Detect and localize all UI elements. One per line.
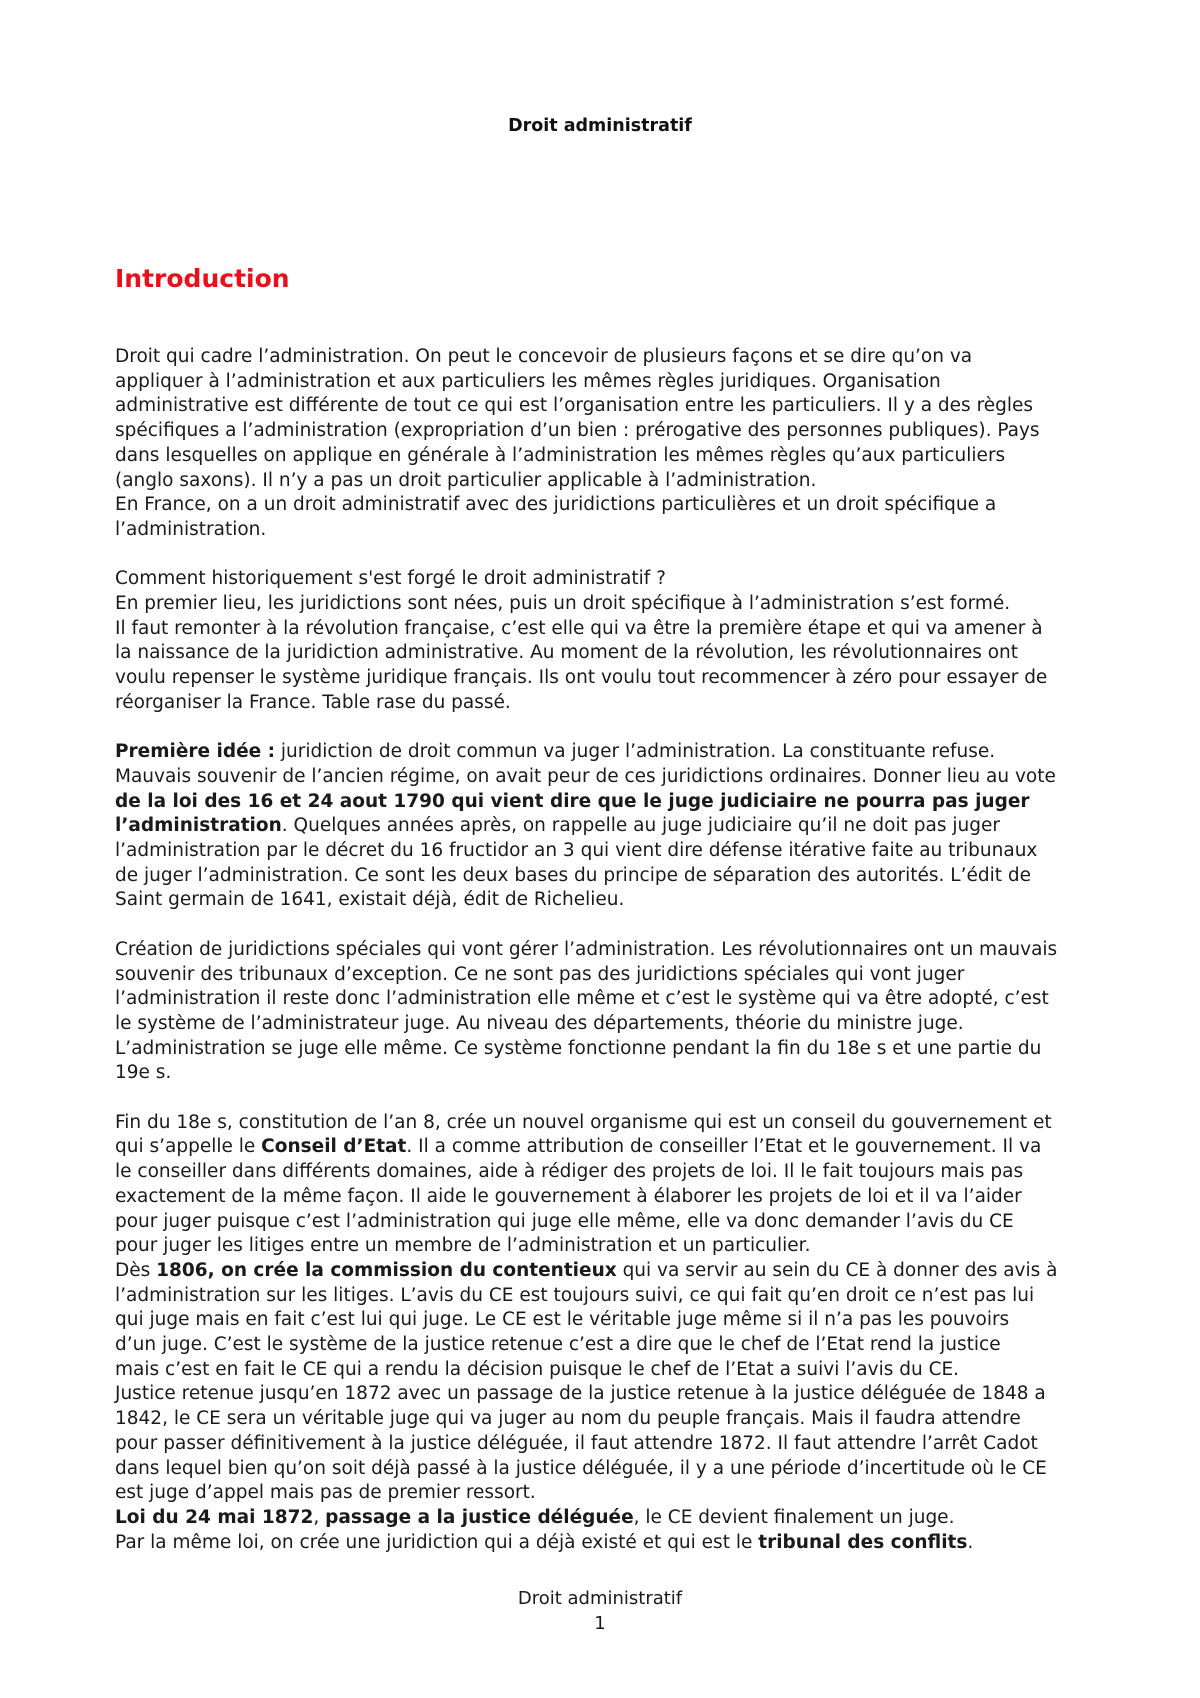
text-run: Mauvais souvenir de l’ancien régime, on avait peur de ces juridictions ordinaires. Donner lieu au vote <box>115 765 1056 787</box>
page-number: 1 <box>594 1613 606 1634</box>
text-run: qui va servir au sein du CE à donner des avis à <box>616 1259 1058 1281</box>
bold-text: tribunal des conflits <box>758 1531 968 1553</box>
text-line <box>115 617 1100 642</box>
text-line <box>115 1308 1100 1333</box>
text-line <box>115 1259 1100 1284</box>
text-line <box>115 1012 1100 1037</box>
text-line <box>115 1506 1100 1531</box>
text-line <box>115 814 1100 839</box>
text-line <box>115 394 1100 419</box>
text-line <box>115 1061 1100 1086</box>
paragraph <box>115 740 1100 913</box>
text-run: , le CE devient finalement un juge. <box>633 1506 955 1528</box>
text-line <box>115 370 1100 395</box>
text-run: pour juger puisque c’est l’administration qui juge elle même, elle va donc demander l’avis du CE <box>115 1210 1014 1232</box>
text-run: juridiction de droit commun va juger l’administration. La constituante refuse. <box>275 741 996 763</box>
text-run: L’administration se juge elle même. Ce système fonctionne pendant la fin du 18e s et une partie du <box>115 1037 1042 1059</box>
text-run: . Il a comme attribution de conseiller l’Etat et le gouvernement. Il va <box>406 1136 1042 1158</box>
text-line <box>115 864 1100 889</box>
bold-text: passage a la justice déléguée <box>325 1506 634 1528</box>
text-run: Dès <box>115 1259 157 1281</box>
text-line <box>115 1234 1100 1259</box>
text-line <box>115 518 1100 543</box>
paragraph <box>115 1111 1100 1556</box>
bold-text: l’administration <box>115 815 282 837</box>
text-run: Il faut remonter à la révolution française, c’est elle qui va être la première étape et qui va amener à <box>115 617 1043 639</box>
text-run: l’administration. <box>115 518 267 540</box>
text-line <box>115 1135 1100 1160</box>
page-footer <box>0 1586 1200 1636</box>
text-run: est juge d’appel mais pas de premier ressort. <box>115 1482 536 1504</box>
text-run: Saint germain de 1641, existait déjà, édit de Richelieu. <box>115 889 625 911</box>
text-run: . <box>967 1531 974 1553</box>
text-line <box>115 1284 1100 1309</box>
bold-text: Première idée : <box>115 741 276 763</box>
text-line <box>115 592 1100 617</box>
text-run: Par la même loi, on crée une juridiction qui a déjà existé et qui est le <box>115 1531 759 1553</box>
text-run: de juger l’administration. Ce sont les deux bases du principe de séparation des autorités. L’édit de <box>115 864 1031 886</box>
text-run: exactement de la même façon. Il aide le gouvernement à élaborer les projets de loi et il va l’aider <box>115 1185 1022 1207</box>
text-line <box>115 641 1100 666</box>
document-body <box>115 345 1100 1580</box>
paragraph <box>115 938 1100 1086</box>
text-line <box>115 1481 1100 1506</box>
bold-text: Loi du 24 mai 1872 <box>115 1506 314 1528</box>
text-run: Justice retenue jusqu’en 1872 avec un passage de la justice retenue à la justice déléguée de 1848 a <box>115 1383 1046 1405</box>
text-run: (anglo saxons). Il n’y a pas un droit particulier applicable à l’administration. <box>115 469 817 491</box>
text-line <box>115 839 1100 864</box>
text-run: Création de juridictions spéciales qui vont gérer l’administration. Les révolutionnaires ont un mauvais <box>115 938 1058 960</box>
text-run: spécifiques a l’administration (expropriation d’un bien : prérogative des personnes publiques). Pays <box>115 420 1040 442</box>
text-run: dans lesquelles on applique en générale à l’administration les mêmes règles qu’aux particuliers <box>115 444 1006 466</box>
text-run: le système de l’administrateur juge. Au niveau des départements, théorie du ministre juge. <box>115 1012 964 1034</box>
text-line <box>115 1160 1100 1185</box>
bold-text: Conseil d’Etat <box>261 1136 407 1158</box>
text-run: l’administration par le décret du 16 fructidor an 3 qui vient dire défense itérative faite au tribunaux <box>115 840 1038 862</box>
bold-text: de la loi des 16 et 24 aout 1790 qui vient dire que le juge judiciaire ne pourra pas juger <box>115 790 1030 812</box>
text-run: qui juge mais en fait c’est lui qui juge. Le CE est le véritable juge même si il n’a pas les pouvoirs <box>115 1309 1010 1331</box>
text-line <box>115 1185 1100 1210</box>
text-line <box>115 1382 1100 1407</box>
text-line <box>115 345 1100 370</box>
text-line <box>115 1432 1100 1457</box>
text-run: En France, on a un droit administratif avec des juridictions particulières et un droit spécifique a <box>115 494 997 516</box>
text-run: En premier lieu, les juridictions sont nées, puis un droit spécifique à l’administration s’est formé. <box>115 593 1011 615</box>
text-run: l’administration il reste donc l’administration elle même et c’est le système qui va être adopté, c’est <box>115 988 1049 1010</box>
text-line <box>115 1358 1100 1383</box>
text-run: dans lequel bien qu’on soit déjà passé à la justice déléguée, il y a une période d’incertitude où le CE <box>115 1457 1047 1479</box>
text-run: l’administration sur les litiges. L’avis du CE est toujours suivi, ce qui fait qu’en droit ce n’est pas lui <box>115 1284 1035 1306</box>
text-run: 19e s. <box>115 1062 172 1084</box>
text-line <box>115 1210 1100 1235</box>
text-run: , <box>313 1506 326 1528</box>
text-run: d’un juge. C’est le système de la justice retenue c’est a dire que le chef de l’Etat rend la justice <box>115 1334 1001 1356</box>
paragraph <box>115 345 1100 543</box>
text-line <box>115 740 1100 765</box>
text-run: mais c’est en fait le CE qui a rendu la décision puisque le chef de l’Etat a suivi l’avis du CE. <box>115 1358 960 1380</box>
text-line <box>115 691 1100 716</box>
text-line <box>115 1333 1100 1358</box>
text-run: . Quelques années après, on rappelle au juge judiciaire qu’il ne doit pas juger <box>281 815 1000 837</box>
text-line <box>115 567 1100 592</box>
text-run: Comment historiquement s'est forgé le droit administratif ? <box>115 568 666 590</box>
text-line <box>115 790 1100 815</box>
text-run: pour juger les litiges entre un membre de l’administration et un particulier. <box>115 1235 811 1257</box>
text-run: réorganiser la France. Table rase du passé. <box>115 691 511 713</box>
text-run: voulu repenser le système juridique français. Ils ont voulu tout recommencer à zéro pour essayer de <box>115 667 1048 689</box>
footer-title: Droit administratif <box>517 1588 683 1609</box>
text-run: souvenir des tribunaux d’exception. Ce ne sont pas des juridictions spéciales qui vont juger <box>115 963 965 985</box>
text-line <box>115 888 1100 913</box>
text-line <box>115 938 1100 963</box>
text-run: administrative est différente de tout ce qui est l’organisation entre les particuliers. Il y a des règles <box>115 395 1034 417</box>
page-header-title: Droit administratif <box>508 116 692 136</box>
text-run: Droit qui cadre l’administration. On peut le concevoir de plusieurs façons et se dire qu’on va <box>115 346 973 367</box>
text-run: appliquer à l’administration et aux particuliers les mêmes règles juridiques. Organisation <box>115 370 941 392</box>
text-line <box>115 666 1100 691</box>
text-run: le conseiller dans différents domaines, aide à rédiger des projets de loi. Il le fait toujours mais pas <box>115 1161 1024 1183</box>
text-line <box>115 963 1100 988</box>
text-line <box>115 765 1100 790</box>
text-line <box>115 419 1100 444</box>
text-run: la naissance de la juridiction administrative. Au moment de la révolution, les révolutionnaires ont <box>115 642 1019 664</box>
section-heading: Introduction <box>115 264 290 293</box>
text-run: 1842, le CE sera un véritable juge qui va juger au nom du peuple français. Mais il faudra attendre <box>115 1408 1021 1430</box>
text-line <box>115 1407 1100 1432</box>
bold-text: 1806, on crée la commission du contentieux <box>156 1259 617 1281</box>
paragraph <box>115 567 1100 715</box>
text-line <box>115 1111 1100 1136</box>
text-line <box>115 1531 1100 1556</box>
text-line <box>115 469 1100 494</box>
text-line <box>115 1037 1100 1062</box>
text-run: qui s’appelle le <box>115 1136 262 1158</box>
text-line <box>115 444 1100 469</box>
text-run: Fin du 18e s, constitution de l’an 8, crée un nouvel organisme qui est un conseil du gouvernement et <box>115 1111 1052 1133</box>
text-line <box>115 493 1100 518</box>
text-line <box>115 1457 1100 1482</box>
text-line <box>115 987 1100 1012</box>
text-run: pour passer définitivement à la justice déléguée, il faut attendre 1872. Il faut attendre l’arrêt Cadot <box>115 1432 1038 1454</box>
